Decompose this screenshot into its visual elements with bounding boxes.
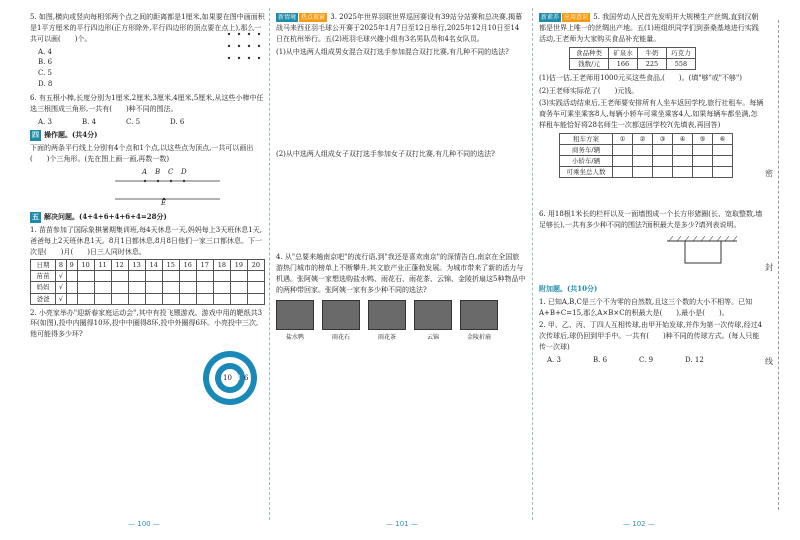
table-cell[interactable] <box>693 156 713 167</box>
table-cell[interactable] <box>713 167 733 178</box>
target-outer-label: 6 <box>244 374 249 383</box>
table-header-cell: 日期 <box>31 260 56 271</box>
check-cell[interactable]: √ <box>56 293 67 304</box>
item-caption: 盐水鸭 <box>285 334 304 342</box>
table-cell: 12 <box>111 260 128 271</box>
item-card <box>460 300 498 343</box>
table-cell[interactable] <box>673 167 693 178</box>
bonus-problem-2: 2. 甲、乙、丙、丁四人互相传球,由甲开始发球,并作为第一次传球,经过4次传球后,球仍回到甲手中。一共有( )种不同的传球方式。(每人只能传一次球) <box>539 321 763 352</box>
section-5-number: 五 <box>32 211 39 221</box>
q5-option-c[interactable]: C. 5 <box>38 69 53 78</box>
q6-option-b[interactable]: B. 4 <box>81 117 97 126</box>
row-label: 商务车/辆 <box>560 144 613 155</box>
table-cell[interactable] <box>94 271 111 282</box>
table-cell[interactable] <box>196 282 213 293</box>
table-cell[interactable] <box>613 156 633 167</box>
target-inner-label: 10 <box>223 374 232 383</box>
section-4-text: 下面的两条平行线上分别有4个点和1个点,以这些点为顶点,一共可以画出( )个三角形。(先在图上画一画,再数一数) <box>30 144 254 164</box>
check-cell[interactable]: √ <box>56 271 67 282</box>
table-header-cell: ② <box>633 133 653 144</box>
page-number-value: 101 <box>395 520 409 529</box>
q6-option-a[interactable]: A. 3 <box>38 117 52 126</box>
table-row <box>31 271 265 282</box>
table-cell[interactable] <box>145 271 162 282</box>
table-cell[interactable] <box>653 167 673 178</box>
problem-3-part-2: (2)从中选两人组成女子双打选手参加女子双打比赛,有几种不同的选法? <box>276 150 495 159</box>
answer-space[interactable] <box>276 59 526 149</box>
table-cell[interactable] <box>179 293 196 304</box>
q5-option-b[interactable]: B. 6 <box>38 58 53 67</box>
point-b-label: B <box>155 167 161 176</box>
q6-option-d[interactable]: D. 6 <box>170 117 185 126</box>
table-cell[interactable] <box>247 271 264 282</box>
row-label: 可乘坐总人数 <box>560 167 613 178</box>
row-label: 小轿车/辆 <box>560 156 613 167</box>
rain-flower-stone-image <box>322 300 360 330</box>
problem-5-text: 5. 我国劳动人民首先发明并大规模生产丝绸,直到汉朝都是世界上唯一的丝绸出产地。五(1)班组织同学们到蚕桑基地进行实践活动,王老师为大家购买食品补充能量。 <box>539 13 759 43</box>
q5-option-a[interactable]: A. 4 <box>38 47 52 56</box>
table-cell[interactable] <box>128 293 145 304</box>
item-caption: 雨花石 <box>331 334 350 342</box>
table-cell[interactable] <box>213 271 230 282</box>
table-cell[interactable] <box>613 167 633 178</box>
table-cell[interactable] <box>230 271 247 282</box>
table-row <box>560 167 733 178</box>
cloud-brocade-image <box>414 300 452 330</box>
table-cell[interactable] <box>673 156 693 167</box>
q6-option-c[interactable]: C. 5 <box>126 117 141 126</box>
table-header-cell: ① <box>613 133 633 144</box>
table-cell[interactable] <box>230 282 247 293</box>
problem-5 <box>539 12 764 45</box>
dart-target-figure <box>30 342 265 432</box>
table-row <box>560 156 733 167</box>
table-cell[interactable] <box>145 293 162 304</box>
point-a-label: A <box>142 167 148 176</box>
page-number: — 101 — <box>386 520 418 529</box>
table-cell[interactable] <box>196 293 213 304</box>
table-cell[interactable] <box>77 282 94 293</box>
problem-1: 1. 苗苗参加了国际象棋暑期集训班,每4天休息一天,妈妈每上3天班休息1天,爸爸每上2天班休息1天。8月1日都休息,8月8日他们一家三口都休息。下一次是( )月( )日三人同时休息。 <box>30 225 262 256</box>
table-cell: 16 <box>179 260 196 271</box>
table-header-cell: ⑤ <box>693 133 713 144</box>
b2-option-a[interactable]: A. 3 <box>547 355 561 364</box>
rental-plan-table <box>559 133 733 178</box>
answer-space[interactable] <box>276 162 526 252</box>
item-caption: 雨花茶 <box>377 334 396 342</box>
table-cell[interactable] <box>693 144 713 155</box>
table-header-cell: 巧克力 <box>667 47 696 58</box>
item-card <box>414 300 452 343</box>
section-4-title: 操作题。(共4分) <box>44 130 98 140</box>
table-cell: 10 <box>77 260 94 271</box>
page-number: — 102 — <box>623 520 655 529</box>
seal-line-char: 封 <box>765 263 773 272</box>
table-header-cell: 租车方案 <box>560 133 613 144</box>
bonus-2-options <box>547 355 764 366</box>
table-cell[interactable] <box>77 271 94 282</box>
table-cell[interactable] <box>111 293 128 304</box>
problem-2: 2. 小亮家举办"迎新春家庭运动会",其中有投飞镖游戏。游戏中用的靶纸共3环(如图),投中内圈得10环,投中中圈得8环,投中外圈得6环。小亮投中三次,他可能得多少环? <box>30 308 263 339</box>
table-cell[interactable] <box>66 282 77 293</box>
table-header-cell: ③ <box>653 133 673 144</box>
table-cell[interactable] <box>94 282 111 293</box>
rest-schedule-table <box>30 259 265 304</box>
b2-option-b[interactable]: B. 6 <box>592 355 608 364</box>
table-cell[interactable] <box>179 271 196 282</box>
row-label: 爸爸 <box>31 293 56 304</box>
table-cell: 8 <box>56 260 67 271</box>
table-cell: 17 <box>196 260 213 271</box>
application-tag: 应用意识 <box>564 14 589 21</box>
table-cell: 11 <box>94 260 111 271</box>
section-5-title: 解决问题。(4+4+6+4+6+4=28分) <box>44 211 167 221</box>
question-5: 5. 如图,横向或竖向每相邻两个点之间的距离都是1厘米,如果要在图中画面积是1平方厘米的平行四边形(正方形除外,平行四边形的顶点要在点上),那么一共可以画( )个。 <box>30 13 265 43</box>
section-4-header <box>30 130 265 141</box>
problem-3-part-1: (1)从中选两人组成男女混合双打选手参加混合双打比赛,有几种不同的选法? <box>276 47 509 56</box>
table-cell[interactable] <box>713 156 733 167</box>
page-number-value: 102 <box>632 520 646 529</box>
table-header-cell: ⑥ <box>713 133 733 144</box>
table-row <box>31 282 265 293</box>
answer-space[interactable] <box>539 181 764 209</box>
item-caption: 云锦 <box>426 334 439 342</box>
price-table <box>569 47 696 70</box>
table-cell[interactable] <box>128 282 145 293</box>
table-cell[interactable] <box>94 293 111 304</box>
table-row <box>570 47 696 58</box>
problem-3 <box>276 12 526 45</box>
table-cell[interactable] <box>77 293 94 304</box>
wall-pen-svg <box>539 233 764 281</box>
table-cell: 166 <box>609 58 638 69</box>
point-c-label: C <box>168 167 174 176</box>
bonus-problem-1: 1. 已知A,B,C是三个不为零的自然数,且这三个数的大小不相等。已知A+B+C=15,那么A×B×C的积最大是( ),最小是( )。 <box>539 297 753 317</box>
item-card <box>276 300 314 343</box>
item-card <box>368 300 406 343</box>
dot-grid-svg <box>225 30 265 64</box>
problem-4: 4. 从"总要来趟南京吧"的流行语,到"我还是喜欢南京"的深情告白,南京在全国旅游热门城市的榜单上不断攀升,其文旅产业正蓬勃发展。为城市带来了新的活力与机遇。张阿姨一家想选购盐水鸭、雨花石、雨花茶、云锦、金陵折扇这5种物品中的两种带回家。张阿姨一家有多少种不同的选法? <box>276 253 526 294</box>
table-row <box>31 260 265 271</box>
b2-option-c[interactable]: C. 9 <box>639 355 654 364</box>
table-cell[interactable] <box>653 156 673 167</box>
page-100 <box>0 0 268 540</box>
table-row <box>560 144 733 155</box>
section-5-header <box>30 212 265 223</box>
question-6: 6. 有五根小棒,长度分别为1厘米,2厘米,3厘米,4厘米,5厘米,从这些小棒中任选三根围成三角形,一共有( )种不同的围法。 <box>30 93 264 113</box>
table-cell[interactable] <box>111 282 128 293</box>
table-cell: 15 <box>162 260 179 271</box>
table-cell[interactable] <box>213 293 230 304</box>
page-102 <box>533 0 800 540</box>
table-cell[interactable] <box>713 144 733 155</box>
souvenir-items <box>276 300 526 343</box>
table-cell[interactable] <box>128 271 145 282</box>
table-cell[interactable] <box>230 293 247 304</box>
table-cell[interactable] <box>633 156 653 167</box>
problem-3-text: 3. 2025年世界羽联世界巡回赛设有39站分站赛和总决赛,揭幕战马来西亚羽毛球公开赛于2025年1月7日至12日举行,2025年12月10日至14日在杭州举行。五(2)班羽毛球兴趣小组有3名男队员和4名女队员。 <box>276 13 523 43</box>
table-cell[interactable] <box>66 271 77 282</box>
folding-fan-image <box>460 300 498 330</box>
q6-options <box>38 117 265 128</box>
problem-5-part-1: (1)估一估,王老师用1000元买这些食品,( )。(填"够"或"不够") <box>539 73 742 82</box>
seal-line-char: 线 <box>765 357 773 366</box>
table-cell: 20 <box>247 260 264 271</box>
point-e-label: E <box>161 198 167 207</box>
table-cell[interactable] <box>162 282 179 293</box>
table-header-cell: ④ <box>673 133 693 144</box>
item-caption: 金陵折扇 <box>466 334 491 342</box>
table-row <box>570 58 696 69</box>
target-middle-label: 8 <box>236 374 241 383</box>
salted-duck-image <box>276 300 314 330</box>
table-cell[interactable] <box>693 167 713 178</box>
table-cell: 14 <box>145 260 162 271</box>
row-label: 妈妈 <box>31 282 56 293</box>
table-cell[interactable] <box>673 144 693 155</box>
pen-figure <box>539 233 764 281</box>
table-cell[interactable] <box>653 144 673 155</box>
table-cell[interactable] <box>145 282 162 293</box>
table-cell: 19 <box>230 260 247 271</box>
page-number-value: 100 <box>137 520 151 529</box>
check-cell[interactable]: √ <box>56 282 67 293</box>
table-cell[interactable] <box>111 271 128 282</box>
table-cell: 558 <box>667 58 696 69</box>
seal-line <box>778 20 779 510</box>
table-header-cell: 矿泉水 <box>609 47 638 58</box>
table-cell: 9 <box>66 260 77 271</box>
problem-5-part-2: (2)王老师实际花了( )元钱。 <box>539 86 639 95</box>
problem-6: 6. 用18根1米长的栏杆以及一面墙围成一个长方形猪圈(长、宽取整数,墙足够长),一共有多少种不同的围法?面积最大是多少?请列表说明。 <box>539 210 763 229</box>
table-cell: 18 <box>213 260 230 271</box>
seal-line-char: 密 <box>765 169 773 178</box>
table-cell: 13 <box>128 260 145 271</box>
q5-option-d[interactable]: D. 8 <box>38 80 53 89</box>
table-row <box>560 133 733 144</box>
page-101 <box>270 0 532 540</box>
table-cell[interactable] <box>179 282 196 293</box>
parallel-lines-figure <box>30 167 265 209</box>
table-cell[interactable] <box>613 144 633 155</box>
item-card <box>322 300 360 343</box>
table-cell[interactable] <box>196 271 213 282</box>
row-label: 钱数/元 <box>570 58 609 69</box>
table-cell: 225 <box>638 58 667 69</box>
table-cell[interactable] <box>213 282 230 293</box>
problem-5-part-3: (3)实践活动结束后,王老师要安排所有人坐车返回学校,旅行社租车。每辆商务车可乘坐乘客8人,每辆小轿车可乘坐乘客4人,如果每辆车都坐满,怎样租车能恰好将28名师生一次都送回学校?(先填表,再回答) <box>539 99 764 130</box>
table-header-cell: 牛奶 <box>638 47 667 58</box>
rain-flower-tea-image <box>368 300 406 330</box>
row-label: 苗苗 <box>31 271 56 282</box>
bonus-section-header <box>539 284 764 295</box>
b2-option-d[interactable]: D. 12 <box>685 355 704 364</box>
dot-grid <box>225 30 265 64</box>
table-cell[interactable] <box>247 293 264 304</box>
table-cell[interactable] <box>247 282 264 293</box>
new-context-tag: 新情境 <box>278 14 297 21</box>
parallel-lines-svg <box>30 167 265 209</box>
table-cell[interactable] <box>162 271 179 282</box>
bonus-title: 附加题。(共10分) <box>539 283 598 293</box>
new-literacy-tag: 新素养 <box>541 14 560 21</box>
table-cell[interactable] <box>66 293 77 304</box>
table-header-cell: 食品种类 <box>570 47 609 58</box>
table-cell[interactable] <box>633 144 653 155</box>
table-cell[interactable] <box>162 293 179 304</box>
hot-topic-tag: 热点视窗 <box>301 14 326 21</box>
table-row <box>31 293 265 304</box>
section-4-number: 四 <box>32 130 39 140</box>
table-cell[interactable] <box>633 167 653 178</box>
point-d-label: D <box>181 167 187 176</box>
page-number: — 100 — <box>128 520 160 529</box>
